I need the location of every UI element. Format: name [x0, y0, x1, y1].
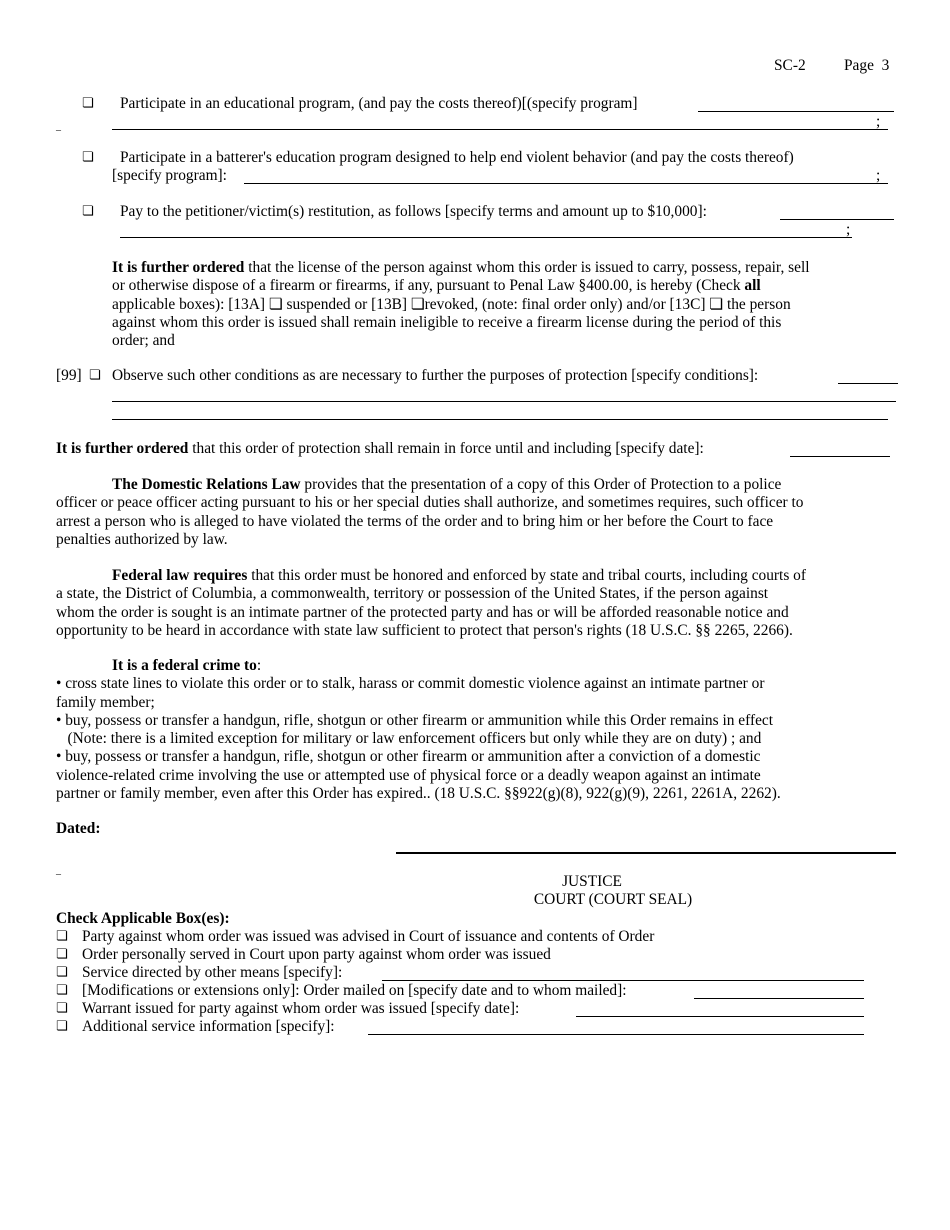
- service-item: [Modifications or extensions only]: Order mailed on [specify date and to whom mailed]:: [82, 982, 627, 999]
- checkbox-service-personal[interactable]: ❏: [56, 947, 68, 962]
- checkbox-educational[interactable]: ❏: [82, 96, 94, 111]
- federal-law-paragraph: Federal law requires that this order must be honored and enforced by state and tribal courts, including courts of a state, the District of Columbia, a commonwealth, territory or possession of the United States, if the person against whom the order is sought is an intimate partner of the protected party and has or will be afforded reasonable notice and opportunity to be heard in accordance with state law sufficient to protect that person's rights (18 U.S.C. §§ 2265, 2266).: [56, 567, 806, 639]
- educational-program-field-1[interactable]: [698, 111, 894, 112]
- expiration-date-field[interactable]: [790, 456, 890, 457]
- margin-mark: _: [56, 121, 61, 132]
- service-warrant-date-field[interactable]: [576, 1016, 864, 1017]
- educational-program-text: Participate in an educational program, (and pay the costs thereof)[(specify program]: [120, 95, 638, 112]
- margin-mark: _: [56, 865, 61, 876]
- checkbox-service-mailed[interactable]: ❏: [56, 983, 68, 998]
- service-item: Additional service information [specify]:: [82, 1018, 335, 1035]
- justice-title: JUSTICE: [562, 873, 622, 890]
- dated-label: Dated:: [56, 820, 101, 837]
- other-conditions-field-3[interactable]: [112, 419, 888, 420]
- batterer-program-text-line2: [specify program]:: [112, 167, 227, 184]
- checkbox-batterer-program[interactable]: ❏: [82, 150, 94, 165]
- checkbox-service-additional[interactable]: ❏: [56, 1019, 68, 1034]
- service-item: Warrant issued for party against whom order was issued [specify date]:: [82, 1000, 520, 1017]
- semicolon: ;: [846, 221, 851, 238]
- page-number-label: [844, 57, 889, 75]
- condition-code-99: [99]: [56, 367, 82, 384]
- crime-bullet-1: • cross state lines to violate this order or to stalk, harass or commit domestic violence against an intimate partner or: [56, 675, 765, 693]
- checkbox-service-warrant[interactable]: ❏: [56, 1001, 68, 1016]
- service-other-means-field[interactable]: [382, 980, 864, 981]
- federal-crime-heading: It is a federal crime to: [112, 657, 257, 674]
- checkbox-service-other-means[interactable]: ❏: [56, 965, 68, 980]
- in-force-until-text: It is further ordered that this order of protection shall remain in force until and including [specify date]:: [56, 440, 704, 457]
- semicolon: ;: [876, 113, 881, 130]
- educational-program-field-2[interactable]: [112, 129, 888, 130]
- service-additional-field[interactable]: [368, 1034, 864, 1035]
- in-force-bold-lead: It is further ordered: [56, 440, 189, 457]
- service-item: Order personally served in Court upon party against whom order was issued: [82, 946, 551, 963]
- firearm-bold-lead: It is further ordered: [112, 259, 245, 276]
- federal-crime-section: It is a federal crime to: • cross state lines to violate this order or to stalk, harass or commit domestic violence against an intimate partner or family member; • buy, possess or transfer a handgun, rifle, shotgun or other firearm or ammunition while this Order remains in effect (Note: there is a limited exception for military or law enforcement officers but only while they are on duty) ; and • buy, possess or transfer a handgun, rifle, shotgun or other firearm or ammunition after a conviction of a domestic violence-related crime involving the use or attempted use of physical force or a deadly weapon against an intimate partner or family member, even after this Order has expired.. (18 U.S.C. §§922(g)(8), 922(g)(9), 2261, 2261A, 2262).: [56, 657, 906, 803]
- firearm-license-paragraph: It is further ordered that the license of the person against whom this order is issued to carry, possess, repair, sell or otherwise dispose of a firearm or firearms, if any, pursuant to Penal Law §400.00, is hereby (Check all applicable boxes): [13A] ❏ suspended or [13B] ❏revoked, (note: final order only) and/or [13C] ❏ the person against whom this order is issued shall remain ineligible to receive a firearm license during the period of this order; and: [112, 259, 902, 350]
- other-conditions-field-1[interactable]: [838, 383, 898, 384]
- domestic-relations-law-paragraph: The Domestic Relations Law provides that the presentation of a copy of this Order of Protection to a police officer or peace officer acting pursuant to his or her special duties shall authorize, and sometimes requires, such officer to arrest a person who is alleged to have violated the terms of the order and to bring him or her before the Court to face penalties authorized by law.: [56, 476, 804, 548]
- other-conditions-field-2[interactable]: [112, 401, 896, 402]
- service-heading: Check Applicable Box(es):: [56, 910, 230, 927]
- form-id: SC-2: [774, 57, 806, 74]
- other-conditions-text: Observe such other conditions as are necessary to further the purposes of protection [specify conditions]:: [112, 367, 759, 384]
- batterer-program-field[interactable]: [244, 183, 888, 184]
- page-number: 3: [881, 57, 890, 74]
- page-label: Page: [844, 57, 874, 74]
- service-item: Service directed by other means [specify]:: [82, 964, 343, 981]
- restitution-text: Pay to the petitioner/victim(s) restitution, as follows [specify terms and amount up to $10,000]:: [120, 203, 707, 220]
- restitution-field-2[interactable]: [120, 237, 852, 238]
- checkbox-service-advised[interactable]: ❏: [56, 929, 68, 944]
- checkbox-other-conditions[interactable]: ❏: [89, 368, 101, 383]
- checkbox-restitution[interactable]: ❏: [82, 204, 94, 219]
- batterer-program-text-line1: Participate in a batterer's education program designed to help end violent behavior (and pay the costs thereof): [120, 149, 794, 166]
- service-item: Party against whom order was issued was advised in Court of issuance and contents of Order: [82, 928, 655, 945]
- crime-bullet-2: • buy, possess or transfer a handgun, rifle, shotgun or other firearm or ammunition while this Order remains in effect: [56, 711, 774, 729]
- restitution-field-1[interactable]: [780, 219, 894, 220]
- firearm-checkbox-options[interactable]: applicable boxes): [13A] ❏ suspended or [13B] ❏revoked, (note: final order only) and/or [13C] ❏ the person: [112, 295, 791, 313]
- court-seal-label: COURT (COURT SEAL): [533, 891, 693, 908]
- semicolon: ;: [876, 167, 881, 184]
- crime-bullet-3: • buy, possess or transfer a handgun, rifle, shotgun or other firearm or ammunition after a conviction of a domestic: [56, 748, 761, 766]
- signature-line[interactable]: [396, 852, 896, 854]
- service-mailed-field[interactable]: [694, 998, 864, 999]
